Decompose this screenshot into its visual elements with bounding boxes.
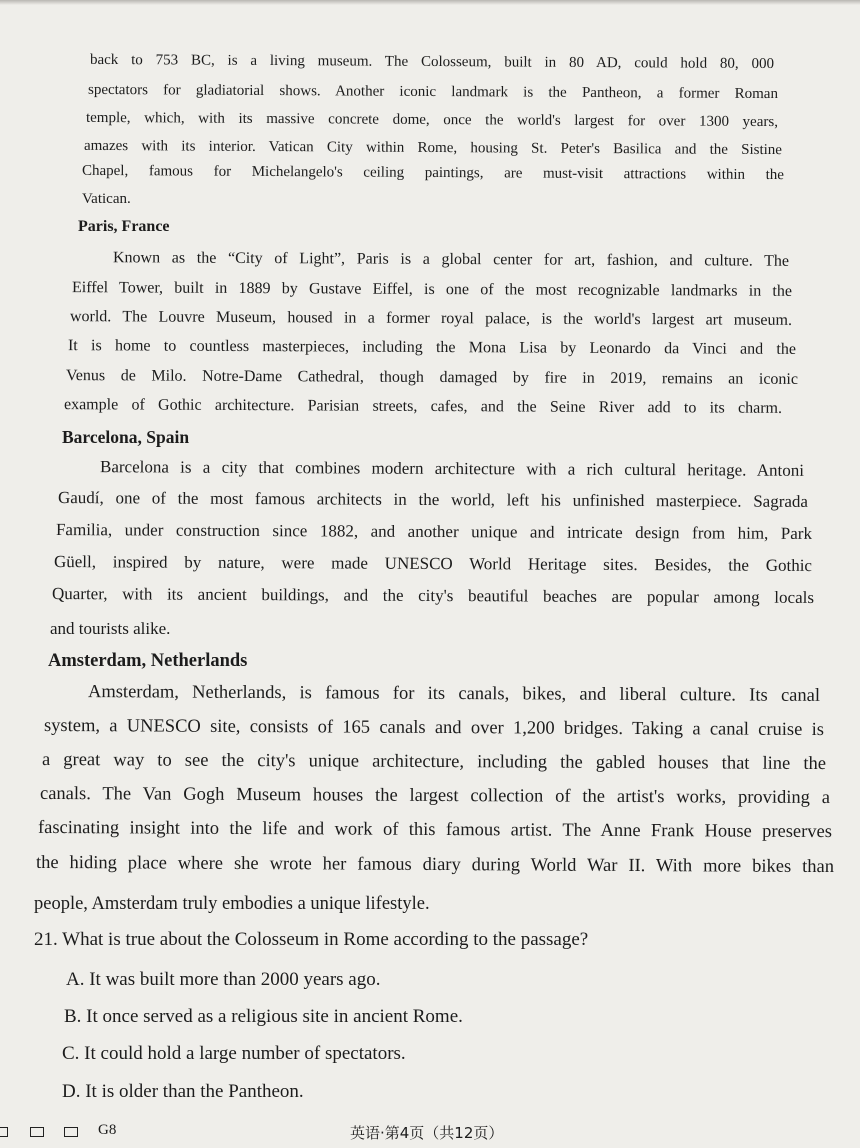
answer-option-a: A. It was built more than 2000 years ago. xyxy=(66,969,381,990)
passage-line: fascinating insight into the life and work of this famous artist. The Anne Frank House preserves xyxy=(37,817,833,843)
passage-line: back to 753 BC, is a living museum. The Colosseum, built in 80 AD, could hold 80, 000 xyxy=(89,51,775,73)
passage-line: temple, which, with its massive concrete dome, once the world's largest for over 1300 years, xyxy=(85,109,779,131)
passage-line: It is home to countless masterpieces, including the Mona Lisa by Leonardo da Vinci and the xyxy=(67,337,797,358)
section-heading-amsterdam: Amsterdam, Netherlands xyxy=(48,651,248,671)
paper-code: G8 xyxy=(98,1122,117,1138)
page-number-label: 英语·第4页（共12页） xyxy=(350,1124,504,1142)
passage-line: Eiffel Tower, built in 1889 by Gustave Eiffel, is one of the most recognizable landmarks in the xyxy=(71,279,793,300)
footer-box-icon xyxy=(30,1127,44,1137)
passage-line: system, a UNESCO site, consists of 165 canals and over 1,200 bridges. Taking a canal cruise is xyxy=(43,715,825,741)
passage-line: Gaudí, one of the most famous architects in the world, left his unfinished masterpiece. Sagrada xyxy=(57,488,809,511)
passage-line: Venus de Milo. Notre-Dame Cathedral, though damaged by fire in 2019, remains an iconic xyxy=(65,367,799,388)
passage-line: amazes with its interior. Vatican City within Rome, housing St. Peter's Basilica and the Sistine xyxy=(83,137,783,159)
passage-line: people, Amsterdam truly embodies a unique lifestyle. xyxy=(34,894,430,914)
passage-line: Barcelona is a city that combines modern architecture with a rich cultural heritage. Antoni xyxy=(99,457,805,480)
section-heading-barcelona: Barcelona, Spain xyxy=(62,427,190,447)
passage-line: Known as the “City of Light”, Paris is a global center for art, fashion, and culture. The xyxy=(112,249,790,270)
passage-line: Chapel, famous for Michelangelo's ceiling paintings, are must-visit attractions within the xyxy=(81,162,785,184)
footer-box-icon xyxy=(0,1127,8,1137)
answer-option-d: D. It is older than the Pantheon. xyxy=(62,1081,304,1102)
passage-line: Amsterdam, Netherlands, is famous for its canals, bikes, and liberal culture. Its canal xyxy=(87,682,821,706)
footer-box-icon xyxy=(64,1127,78,1137)
section-heading-paris: Paris, France xyxy=(78,218,170,235)
passage-line: spectators for gladiatorial shows. Another iconic landmark is the Pantheon, a former Roman xyxy=(87,81,779,103)
answer-option-b: B. It once served as a religious site in ancient Rome. xyxy=(64,1006,463,1027)
answer-option-c: C. It could hold a large number of spectators. xyxy=(62,1043,406,1064)
passage-line: and tourists alike. xyxy=(50,619,171,638)
passage-line: Güell, inspired by nature, were made UNESCO World Heritage sites. Besides, the Gothic xyxy=(53,552,813,575)
passage-line: Vatican. xyxy=(82,191,131,207)
passage-line: a great way to see the city's unique architecture, including the gabled houses that line the xyxy=(41,749,827,775)
passage-line: Familia, under construction since 1882, and another unique and intricate design from him, Park xyxy=(55,520,813,543)
passage-line: example of Gothic architecture. Parisian streets, cafes, and the Seine River add to its charm. xyxy=(63,396,783,417)
passage-line: canals. The Van Gogh Museum houses the largest collection of the artist's works, providing a xyxy=(39,783,831,809)
page-footer xyxy=(0,1118,860,1148)
passage-line: world. The Louvre Museum, housed in a former royal palace, is the world's largest art museum. xyxy=(69,308,793,329)
passage-line: the hiding place where she wrote her famous diary during World War II. With more bikes than xyxy=(35,852,835,878)
question-stem: 21. What is true about the Colosseum in Rome according to the passage? xyxy=(34,929,589,950)
passage-line: Quarter, with its ancient buildings, and the city's beautiful beaches are popular among locals xyxy=(51,584,815,607)
